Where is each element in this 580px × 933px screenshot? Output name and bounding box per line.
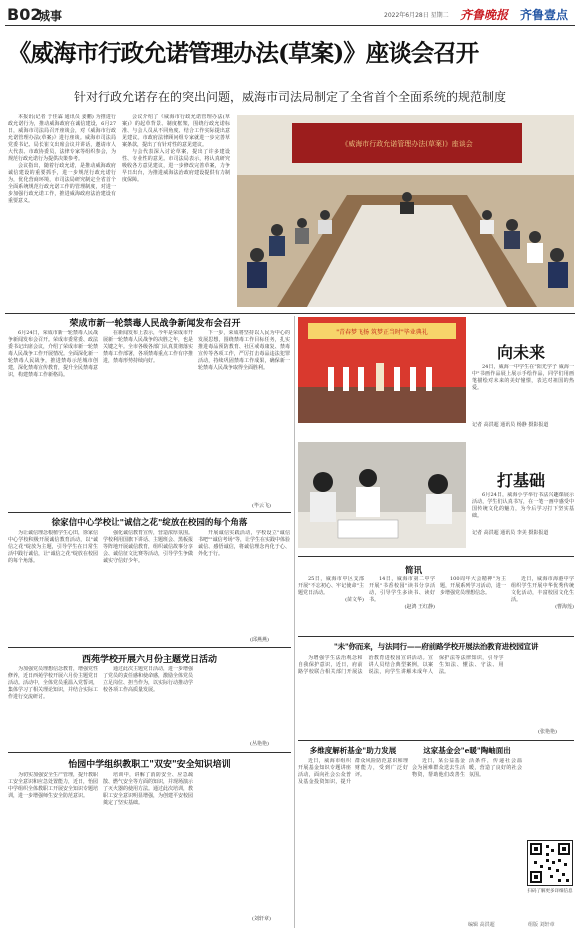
xiyuan-paragraph: 通过此次主题党日活动，进一步增强了党员的责任感和使命感，激励全体党员立足岗位、担当作为，以实际行动推动学校各项工作高质量发展。 [103, 666, 193, 693]
antidrug-column-3 [198, 330, 290, 500]
meeting-banner-text: 《威海市行政允诺管理办法(草案)》座谈会 [341, 140, 473, 148]
brief-item [511, 576, 574, 634]
brief-item [440, 576, 506, 634]
page-number: B02 [7, 5, 42, 24]
stage-banner-text: "青春梦飞扬 筑梦正当时"毕业典礼 [336, 329, 428, 336]
lead-paragraph: 会议指出，随着行政允诺，是推动威海政府诚信建设的重要抓手，进一步规范行政允诺行为，优化营商环境，市司法局研究制定全省首个全面系统规范行政允诺工作的管理制度，对进一步加强行政允诺工作，推进威海政府法治建设有重要意义。 [8, 163, 116, 204]
antidrug-paragraph: 6月24日，荣成市新一轮禁毒人民战争新闻发布会召开。荣成市委常委、政法委书记出席会议，介绍了荣成市新一轮禁毒人民战争工作开展情况。全面深化新一轮禁毒人民战争，推进禁毒示范城市创建，深化禁毒宣传教育，提升全民禁毒意识，构建禁毒工作新格局。 [8, 330, 98, 378]
layout-credit: 组版 刘轩章 [528, 922, 555, 928]
xiaojiayu-paragraph: 开展诚信实践活动，学校设立"诚信书吧""诚信考场"等，让学生在实践中体验诚信、感悟诚信，将诚信理念内化于心、外化于行。 [198, 530, 290, 557]
xiaojiayu-title: 徐家信中心学校让"诚信之花"绽放在校园的每个角落 [51, 518, 248, 528]
yiyuan-paragraph: 为切实加强安全生产管理，提升教职工安全意识和应急处置能力，近日，怡园中学组织全体教职工开展安全知识专题培训，进一步增强师生安全防范意识。 [8, 772, 98, 799]
lead-subtitle: 针对行政允诺存在的突出问题，威海市司法局制定了全省首个全面系统的规范制度 [73, 90, 506, 104]
editor-credit: 编辑 高洪超 [468, 922, 495, 928]
brief-credit: (苗文华) [345, 597, 364, 603]
spring-title: 多维度解析基金"助力发展 [309, 746, 397, 755]
yiyuan-column-2 [103, 772, 193, 926]
lead-column-2 [122, 114, 230, 312]
xiaojiayu-credit: (邱燕燕) [250, 637, 269, 643]
xiyuan-credit: (丛艳艳) [250, 741, 269, 747]
future-photo-stage [298, 317, 466, 423]
antidrug-paragraph: 下一步，荣成将坚持以人民为中心的发展思想，围绕禁毒工作目标任务，扎实推进毒品预防教育、社区戒毒康复、禁毒宣传等各项工作，严厉打击毒品违法犯罪活动，持续巩固禁毒工作成果，确保新一轮禁毒人民战争取得全面胜利。 [198, 330, 290, 371]
section-divider [298, 556, 574, 557]
foundation-photo-calligraphy [298, 442, 466, 548]
oldhome-title: 这家基金会"e暖"陶岫面出 [423, 746, 511, 755]
qr-code-icon[interactable] [527, 840, 573, 886]
xiaojiayu-column-1 [8, 530, 98, 640]
section-divider [298, 740, 574, 741]
brief-credit: (赵鸿 王红静) [404, 604, 435, 610]
lead-title: 《威海市行政允诺管理办法(草案)》座谈会召开 [8, 39, 479, 67]
briefs-label: 简讯 [405, 566, 423, 576]
section-divider [8, 752, 291, 753]
foundation-credit: 记者 高洪超 通讯员 李美 摄影报道 [472, 530, 549, 536]
yiyuan-paragraph: 培训中，讲解了消防安全、应急疏散、燃气安全等方面的知识，并现场演示了灭火器的使用方法。通过此次培训，教职工安全意识明显增强，为创建平安校园奠定了坚实基础。 [103, 772, 193, 806]
antidrug-credit: (毕云飞) [252, 503, 271, 509]
brief-item [369, 576, 435, 634]
section-name: 城事 [38, 9, 63, 23]
brief-text: 25日，威海市中区支部开展"不忘初心、牢记使命"主题党日活动。 [298, 576, 364, 596]
future-credit: 记者 高洪超 通讯员 杨静 摄影报道 [472, 422, 549, 428]
masthead [0, 0, 580, 26]
brief-text: 近日，威海市海港中学组织学生开展中华优秀传统文化活动，丰富校园文化生活。 [511, 576, 574, 603]
antidrug-title: 荣成市新一轮禁毒人民战争新闻发布会召开 [69, 319, 241, 329]
issue-date: 2022年6月28日 星期二 [384, 12, 449, 19]
brief-credit: (曹海莲) [555, 604, 574, 610]
qr-caption: 扫码了解更多详细信息 [527, 889, 573, 894]
foundation-body: 6月24日，威海小学举行书法兴趣课展示活动，学生们认真书写，在一笔一画中感受中国传统文化的魅力，为今后学习打下坚实基础。 [472, 492, 574, 519]
law-body: 为增强学生法治观念和自我保护意识，近日，府前路学校联合相关部门开展法治教育进校园宣讲活动。宣讲人员结合典型案例，以案说法，向学生讲解未成年人保护法等法律知识，引导学生知法、懂法、守法、用法。 [298, 655, 504, 675]
calligraphy-class-illustration [298, 442, 466, 548]
xiyuan-column-1 [8, 666, 98, 736]
future-title: 向未来 [497, 343, 546, 362]
oldhome-body: 近日，某公益基金会为困难群众送去生活物资，帮助他们改善生活条件，传递社会温暖，营造了良好的社会氛围。 [412, 758, 522, 778]
brief-item [298, 576, 364, 634]
brief-text: 14日，威海市第二中学开展"书香校园"读书分享活动，引导学生多读书、读好书。 [369, 576, 435, 603]
brand-logo-red: 齐鲁晚报 [460, 8, 509, 22]
lead-paragraph: 会议介绍了《威海市行政允诺管理办法(草案)》的起草背景、制度框架，围绕行政允诺标准、与会人员从不同角度、结合工作实际提出意见建议。市政府法律顾问组专家就进一步完善草案条款，提出了有针对性的意见建议。 [122, 114, 230, 148]
law-title: "未"你而来，与法同行——府前路学校开展法治教育进校园宣讲 [333, 642, 539, 651]
xiaojiayu-paragraph: 为让诚信理念根植学生心田，徐家信中心学校积极开展诚信教育活动，以"诚信之花"绽放为主题，引导学生在日常生活中践行诚信，让"诚信之花"绽放在校园的每个角落。 [8, 530, 98, 564]
xiyuan-column-2 [103, 666, 193, 736]
stage-performance-illustration [298, 317, 466, 423]
antidrug-column-1 [8, 330, 98, 508]
yiyuan-column-1 [8, 772, 98, 926]
xiyuan-paragraph: 为加强党员理想信念教育，增强党性修养，近日西苑学校开展六月份主题党日活动。活动中，全体党员重温入党誓词，集体学习了相关理论知识，并结合实际工作进行交流研讨。 [8, 666, 98, 700]
lead-paragraph: 本报讯(记者 于佳霖 通讯员 姜鹏) 为推进行政允诺行为，推动威海政府在诚信建设，6月27日，威海市司法局召开座谈会，对《威海市行政允诺管理办法(草案)》进行座谈。威海市司法局党委书记、局长崔文出席会议并讲话，邀请市人大代表、市政协委员，法律专家等组织参会，为规范行政允诺行为提供决策参考。 [8, 114, 116, 162]
law-credit: (张艳艳) [538, 729, 557, 735]
column-rule [294, 316, 295, 928]
antidrug-paragraph: 在新闻发布上表示，今年是荣成市开展新一轮禁毒人民战争的决胜之年，也是关键之年。全市各级各部门认真贯彻落实禁毒工作部署，各项禁毒重点工作有序推进，禁毒形势持续向好。 [103, 330, 193, 364]
brand-logo-blue: 齐鲁壹点 [520, 8, 569, 22]
meeting-room-illustration [237, 115, 574, 307]
lead-photo-meeting [237, 115, 574, 307]
section-divider [298, 636, 574, 637]
antidrug-column-2 [103, 330, 193, 508]
xiaojiayu-column-3 [198, 530, 290, 634]
xiaojiayu-column-2 [103, 530, 193, 640]
yiyuan-title: 怡园中学组织教职工"双安"安全知识培训 [68, 760, 231, 770]
lead-column-1 [8, 114, 116, 312]
section-divider [5, 313, 575, 314]
section-divider [8, 512, 291, 513]
masthead-rule [5, 25, 575, 26]
xiaojiayu-paragraph: 强化诚信教育宣传，营造浓厚氛围。学校利用国旗下讲话、主题班会、黑板报等阵地开展诚信教育，组织诚信故事分享会、诚信征文比赛等活动，引导学生争做诚实守信好少年。 [103, 530, 193, 564]
xiyuan-title: 西苑学校开展六月份主题党日活动 [81, 655, 217, 665]
yiyuan-credit: (刘轩章) [252, 916, 271, 922]
brief-text: 100周年大会精神"为主题，开展系列学习活动，进一步增强党员理想信念。 [440, 576, 506, 596]
future-body: 24日，威海一中学生在"阳光学子 威海一中"书画作品展上展示手绘作品，同学们用画笔描绘对未来的美好憧憬，表达对祖国的热爱。 [472, 364, 574, 391]
spring-body: 近日，威海市组织开展基金知识专题讲座活动，面向社会公众普及基金投资知识，提升群众风险防范意识和理财能力，受到广泛好评。 [298, 758, 408, 785]
lead-paragraph: 与会代表深入讨论草案，提出了许多建设性、专业性的意见。市司法局表示，将认真研究吸收各方意见建议，进一步修改完善草案，力争早日出台，为推进威海法治政府建设提供有力制度保障。 [122, 149, 230, 183]
foundation-title: 打基础 [497, 471, 546, 490]
section-divider [8, 647, 291, 648]
